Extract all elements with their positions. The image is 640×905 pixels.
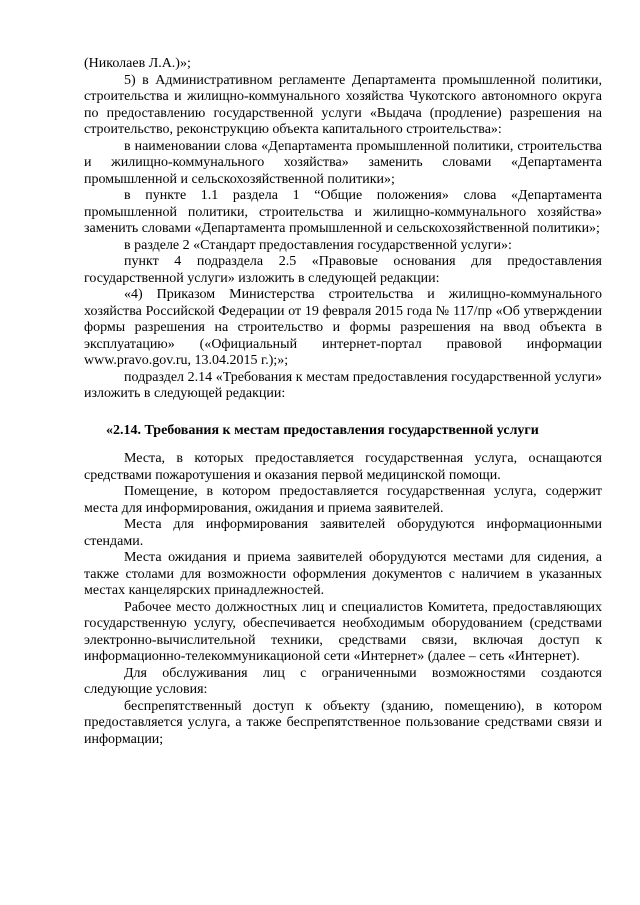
paragraph-order-117: «4) Приказом Министерства строительства и жилищно-коммунального хозяйства Российской Федерации от 19 февраля 2015 года № 117/пр «Об утверждении формы разрешения на строительство и формы разрешения на ввод объекта в эксплуатацию» («Официальный интернет-портал правовой информации www.pravo.gov.ru, 13.04.2015 г.);»; xyxy=(84,287,602,368)
paragraph-clause-2-5: пункт 4 подраздела 2.5 «Правовые основания для предоставления государственной услуги» изложить в следующей редакции: xyxy=(84,254,602,286)
paragraph-premises: Помещение, в котором предоставляется государственная услуга, содержит места для информирования, ожидания и приема заявителей. xyxy=(84,484,602,516)
paragraph-subsection-2-14: подраздел 2.14 «Требования к местам предоставления государственной услуги» изложить в следующей редакции: xyxy=(84,369,602,401)
paragraph-fire-safety: Места, в которых предоставляется государственная услуга, оснащаются средствами пожаротушения и оказания первой медицинской помощи. xyxy=(84,451,602,483)
paragraph-info-stands: Места для информирования заявителей оборудуются информационными стендами. xyxy=(84,517,602,549)
paragraph-waiting-areas: Места ожидания и приема заявителей оборудуются местами для сидения, а также столами для возможности оформления документов с наличием в указанных местах канцелярских принадлежностей. xyxy=(84,550,602,598)
paragraph-item-5: 5) в Административном регламенте Департамента промышленной политики, строительства и жилищно-коммунального хозяйства Чукотского автономного округа по предоставлению государственной услуги «Выдача (продление) разрешения на строительство, реконструкцию объекта капитального строительства»: xyxy=(84,72,602,137)
paragraph-clause-1-1: в пункте 1.1 раздела 1 “Общие положения» слова «Департамента промышленной политики, строительства и жилищно-коммунального хозяйства» заменить словами «Департамента промышленной и сельскохозяйственной политики»; xyxy=(84,188,602,236)
paragraph-workplace: Рабочее место должностных лиц и специалистов Комитета, предоставляющих государственную услугу, обеспечивается необходимым оборудованием (средствами электронно-вычислительной техники, средствами связи, включая доступ к информационно-телекоммуникационой сети «Интернет» (далее – сеть «Интернет). xyxy=(84,599,602,664)
paragraph-continuation: (Николаев Л.А.)»; xyxy=(84,56,191,71)
section-heading: «2.14. Требования к местам предоставления государственной услуги xyxy=(106,422,539,438)
document-body xyxy=(84,56,602,748)
paragraph-disabilities: Для обслуживания лиц с ограниченными возможностями создаются следующие условия: xyxy=(84,665,602,697)
paragraph-title-replacement: в наименовании слова «Департамента промышленной политики, строительства и жилищно-коммунального хозяйства» заменить словами «Департамента промышленной и сельскохозяйственной политики»; xyxy=(84,138,602,187)
paragraph-section-2: в разделе 2 «Стандарт предоставления государственной услуги»: xyxy=(124,237,512,253)
paragraph-barrier-free: беспрепятственный доступ к объекту (зданию, помещению), в котором предоставляется услуга, а также беспрепятственное пользование средствами связи и информации; xyxy=(84,698,602,747)
